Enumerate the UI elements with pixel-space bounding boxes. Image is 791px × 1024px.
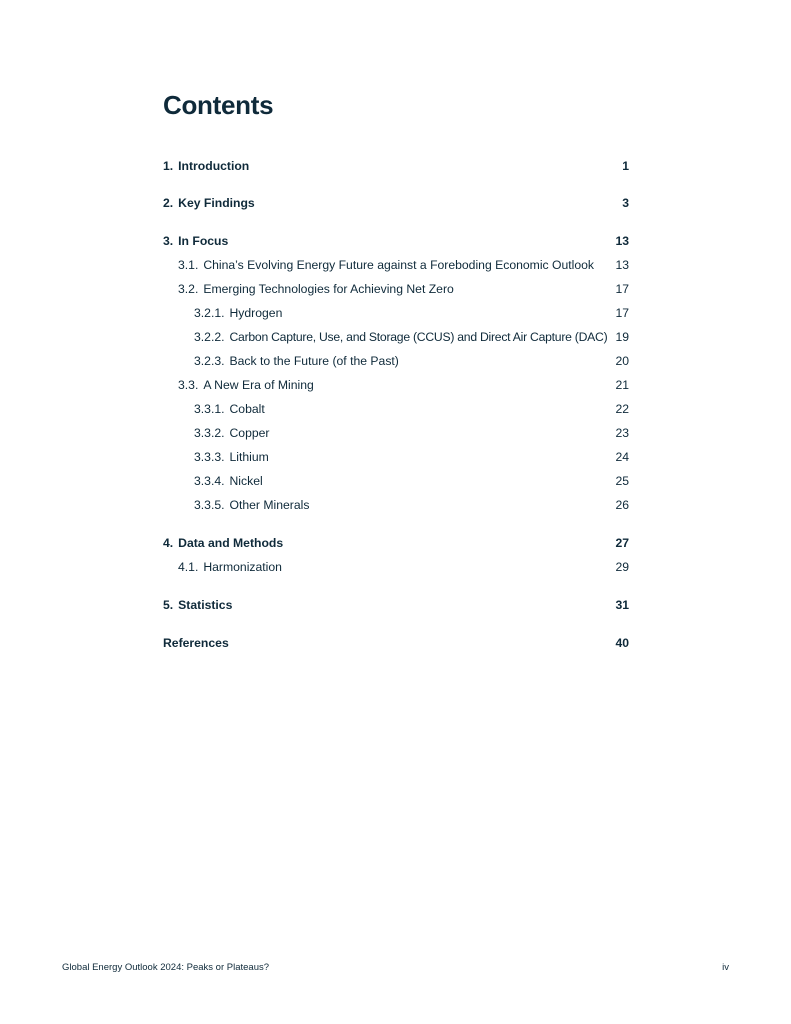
toc-entry-label: 3.3. A New Era of Mining	[178, 378, 314, 392]
toc-entry-label: 3.3.4. Nickel	[194, 474, 263, 488]
toc-entry-key-findings[interactable]	[163, 194, 629, 212]
toc-entry-label: 3.1. China’s Evolving Energy Future against a Foreboding Economic Outlook	[178, 258, 595, 272]
toc-entry-page: 19	[615, 330, 629, 344]
toc-entry-page: 29	[615, 560, 629, 574]
toc-entry-label: 3.2. Emerging Technologies for Achieving Net Zero	[178, 282, 454, 296]
toc-entry-back-to-the-future[interactable]	[163, 352, 629, 370]
toc-entry-page: 13	[615, 234, 629, 248]
toc-entry-label: 3.2.1. Hydrogen	[194, 306, 283, 320]
toc-entry-label: 3.3.2. Copper	[194, 426, 270, 440]
page-title: Contents	[163, 90, 274, 120]
toc-entry-introduction[interactable]	[163, 157, 629, 175]
toc-entry-label: 2. Key Findings	[163, 196, 255, 210]
toc-entry-hydrogen[interactable]	[163, 304, 629, 322]
toc-entry-data-and-methods[interactable]	[163, 534, 629, 552]
toc-entry-statistics[interactable]	[163, 596, 629, 614]
toc-entry-page: 27	[615, 536, 629, 550]
toc-entry-label: 4.1. Harmonization	[178, 560, 282, 574]
toc-entry-label: 3.3.1. Cobalt	[194, 402, 265, 416]
toc-entry-lithium[interactable]	[163, 448, 629, 466]
toc-entry-label: 1. Introduction	[163, 159, 250, 173]
toc-entry-label: 3. In Focus	[163, 234, 229, 248]
toc-entry-other-minerals[interactable]	[163, 496, 629, 514]
toc-entry-label: 3.3.5. Other Minerals	[194, 498, 310, 512]
toc-entry-emerging-technologies[interactable]	[163, 280, 629, 298]
toc-entry-page: 26	[615, 498, 629, 512]
toc-entry-china-energy-future[interactable]	[163, 256, 629, 274]
footer-document-title: Global Energy Outlook 2024: Peaks or Plateaus?	[62, 962, 270, 973]
toc-entry-harmonization[interactable]	[163, 558, 629, 576]
toc-entry-page: 22	[615, 402, 629, 416]
footer-page-number: iv	[722, 962, 729, 973]
toc-entry-label: 3.2.3. Back to the Future (of the Past)	[194, 354, 399, 368]
toc-entry-page: 40	[615, 636, 629, 650]
toc-entry-new-era-of-mining[interactable]	[163, 376, 629, 394]
toc-entry-label: 3.2.2. Carbon Capture, Use, and Storage (CCUS) and Direct Air Capture (DAC)	[194, 330, 608, 344]
toc-entry-page: 21	[615, 378, 629, 392]
toc-entry-page: 20	[615, 354, 629, 368]
toc-entry-page: 1	[622, 159, 629, 173]
toc-entry-page: 13	[615, 258, 629, 272]
toc-entry-page: 17	[615, 306, 629, 320]
toc-entry-cobalt[interactable]	[163, 400, 629, 418]
toc-entry-page: 31	[615, 598, 629, 612]
toc-entry-label: 3.3.3. Lithium	[194, 450, 269, 464]
toc-entry-ccus-dac[interactable]	[163, 328, 629, 346]
toc-entry-label: 4. Data and Methods	[163, 536, 284, 550]
toc-entry-page: 25	[615, 474, 629, 488]
toc-entry-page: 17	[615, 282, 629, 296]
toc-entry-label: 5. Statistics	[163, 598, 233, 612]
toc-entry-references[interactable]	[163, 634, 629, 652]
toc-entry-label: References	[163, 636, 229, 650]
toc-entry-page: 23	[615, 426, 629, 440]
toc-entry-in-focus[interactable]	[163, 232, 629, 250]
toc-entry-copper[interactable]	[163, 424, 629, 442]
toc-entry-page: 24	[615, 450, 629, 464]
toc-entry-page: 3	[622, 196, 629, 210]
toc-entry-nickel[interactable]	[163, 472, 629, 490]
